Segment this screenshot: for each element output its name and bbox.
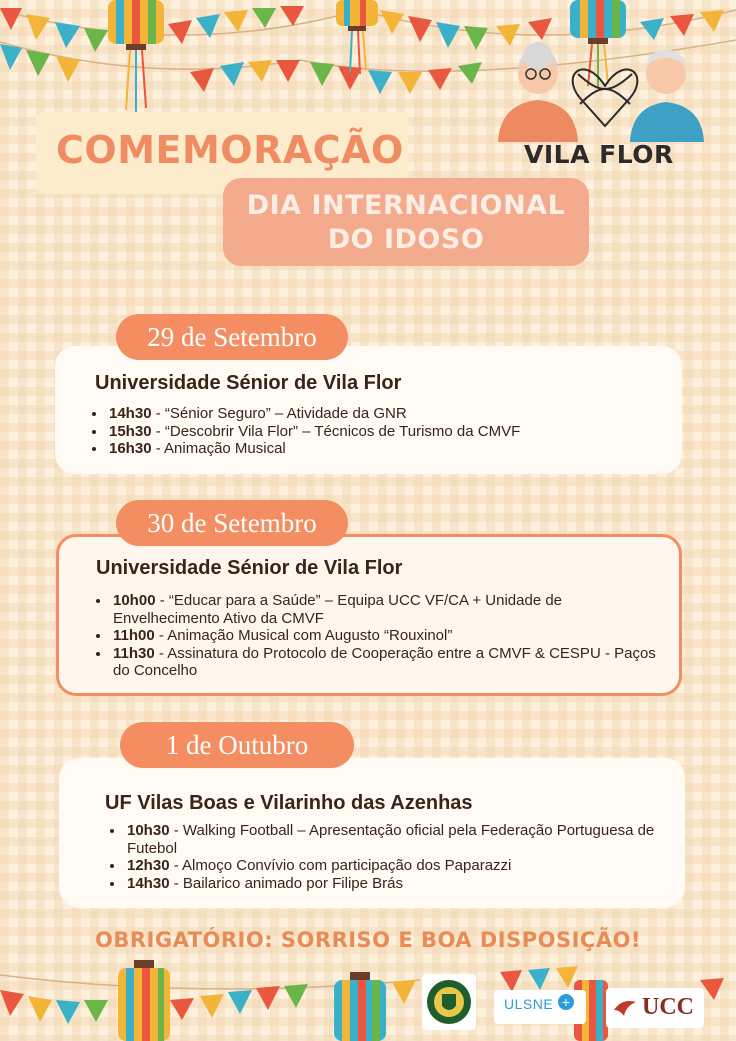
slogan: OBRIGATÓRIO: SORRISO E BOA DISPOSIÇÃO!	[95, 928, 641, 952]
lantern-bottom-center	[334, 972, 386, 1041]
list-item	[107, 405, 677, 423]
lantern-bottom-left	[118, 960, 170, 1041]
event-card-2	[56, 534, 682, 696]
event-schedule-list	[95, 592, 671, 680]
list-item	[111, 645, 671, 680]
lantern-top-left	[108, 0, 164, 112]
event-date-1: 29 de Setembro	[116, 314, 348, 360]
event-card-3	[59, 758, 685, 908]
bird-icon	[612, 996, 638, 1020]
list-item	[125, 857, 665, 875]
ucc-logo-text: UCC	[642, 994, 694, 1020]
event-schedule-list	[109, 822, 665, 892]
title-sub-line1: DIA INTERNACIONAL	[246, 190, 566, 221]
plus-icon: +	[558, 994, 574, 1010]
title-sub-line2: DO IDOSO	[327, 224, 485, 255]
event-venue: Universidade Sénior de Vila Flor	[95, 372, 402, 394]
list-item	[125, 875, 665, 893]
event-venue: Universidade Sénior de Vila Flor	[96, 557, 403, 579]
event-date-3: 1 de Outubro	[120, 722, 354, 768]
uls-logo-text: ULSNE	[504, 996, 554, 1012]
list-item	[111, 627, 671, 645]
list-item	[107, 423, 677, 441]
item-time: 11h00	[113, 627, 155, 644]
item-time: 12h30	[127, 857, 170, 874]
uls-logo	[494, 990, 586, 1024]
item-description: - “Educar para a Saúde” – Equipa UCC VF/CA + Unidade de Envelhecimento Ativo da CMVF	[113, 592, 563, 627]
elderly-couple-illustration	[490, 34, 720, 144]
ucc-logo	[606, 988, 704, 1028]
item-time: 14h30	[127, 874, 170, 892]
item-description: - Assinatura do Protocolo de Cooperação entre a CMVF & CESPU - Paços do Concelho	[113, 644, 656, 679]
item-description: - Bailarico animado por Filipe Brás	[169, 874, 403, 892]
item-description: - Walking Football – Apresentação oficial pela Federação Portuguesa de Futebol	[127, 822, 655, 857]
item-time: 10h30	[127, 822, 170, 839]
list-item	[111, 592, 671, 627]
event-schedule-list	[91, 405, 677, 458]
list-item	[107, 440, 677, 458]
list-item	[125, 822, 665, 857]
crest-icon	[422, 974, 476, 1030]
item-description: - “Descobrir Vila Flor” – Técnicos de Turismo da CMVF	[151, 422, 521, 440]
item-time: 11h30	[113, 644, 155, 662]
item-time: 15h30	[109, 422, 152, 440]
event-card-1	[55, 346, 682, 474]
item-description: - Almoço Convívio com participação dos Paparazzi	[169, 857, 512, 874]
item-description: - Animação Musical	[151, 440, 286, 457]
municipality-crest-logo	[422, 974, 476, 1030]
item-description: - Animação Musical com Augusto “Rouxinol”	[154, 627, 453, 644]
item-time: 10h00	[113, 592, 156, 609]
event-venue: UF Vilas Boas e Vilarinho das Azenhas	[105, 792, 473, 814]
lantern-top-center	[336, 0, 378, 74]
brand-name: VILA FLOR	[524, 140, 674, 169]
item-time: 16h30	[109, 440, 152, 457]
title-sub-box	[223, 178, 589, 266]
title-main: COMEMORAÇÃO	[56, 128, 404, 172]
item-description: - “Sénior Seguro” – Atividade da GNR	[151, 405, 407, 422]
item-time: 14h30	[109, 405, 152, 422]
event-date-2: 30 de Setembro	[116, 500, 348, 546]
